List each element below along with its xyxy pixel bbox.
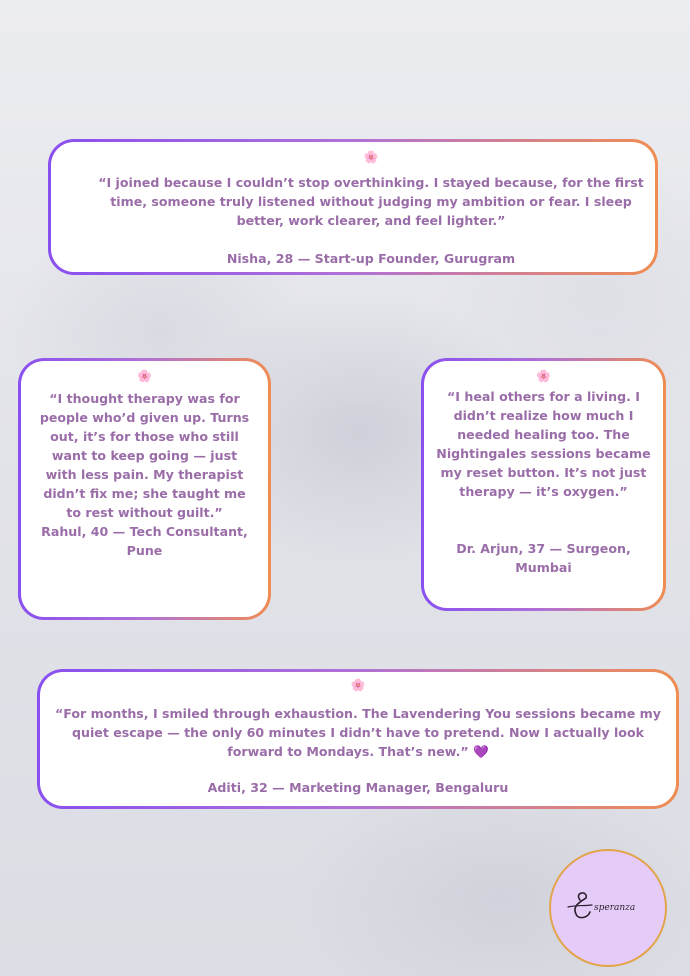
testimonial-card-rahul (18, 358, 271, 620)
flower-icon: 🌸 (536, 369, 551, 383)
testimonial-author: Rahul, 40 — Tech Consultant, Pune (41, 524, 248, 558)
testimonial-author: Aditi, 32 — Marketing Manager, Bengaluru (207, 780, 509, 795)
testimonial-quote: “I thought therapy was for people who’d given up. Turns out, it’s for those who still want to keep going — just with less pain. My therapist didn’t fix me; she taught me to rest without guilt.” (39, 391, 250, 520)
testimonial-quote: “I joined because I couldn’t stop overthinking. I stayed because, for the first time, someone truly listened without judging my ambition or fear. I sleep better, work clearer, and feel lighter.” (98, 175, 644, 228)
flower-icon: 🌸 (363, 150, 379, 164)
testimonial-card-aditi (37, 669, 679, 809)
testimonial-quote-text: “For months, I smiled through exhaustion. The Lavendering You sessions became my quiet escape — the only 60 minutes I didn’t have to pretend. Now I actually look forward to Mondays. That’s new.” (54, 706, 662, 759)
flower-icon: 🌸 (137, 369, 152, 383)
testimonial-author: Nisha, 28 — Start-up Founder, Gurugram (226, 251, 516, 266)
heart-icon: 💜 (473, 744, 489, 759)
esperanza-logo (549, 849, 667, 967)
testimonial-quote: “I heal others for a living. I didn’t realize how much I needed healing too. The Nightingales sessions became my reset button. It’s not just therapy — it’s oxygen.” (436, 389, 651, 499)
logo-text: speranza (594, 903, 636, 913)
flower-icon: 🌸 (350, 678, 366, 692)
testimonial-author: Dr. Arjun, 37 — Surgeon, Mumbai (456, 541, 631, 575)
esperanza-logo-mark (558, 878, 658, 938)
testimonial-card-nisha (48, 139, 658, 275)
testimonial-card-arjun (421, 358, 666, 611)
testimonial-quote (52, 704, 664, 761)
